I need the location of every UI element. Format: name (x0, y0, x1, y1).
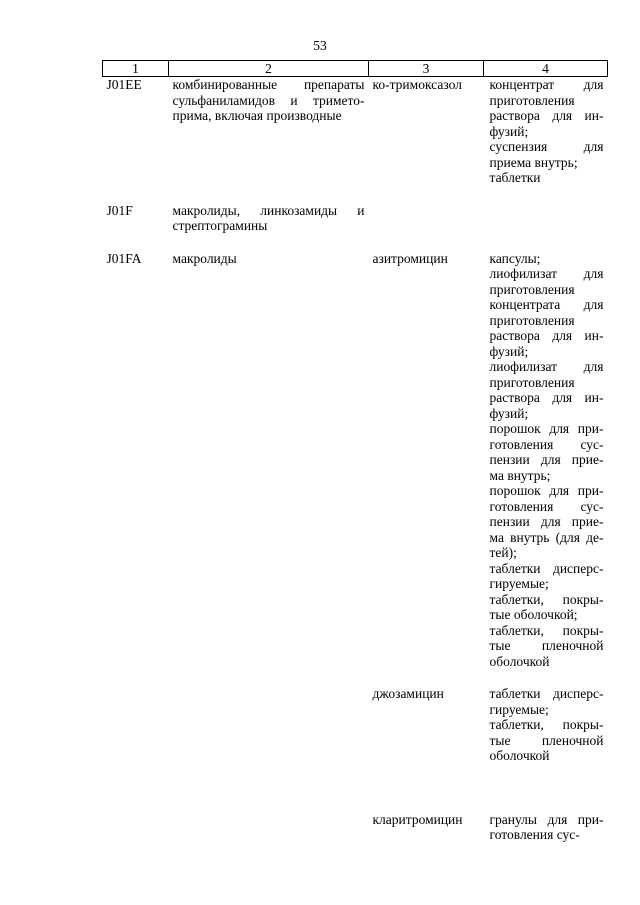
dosage-form-line: ма внутрь (для де- (489, 529, 604, 545)
group-name (169, 77, 369, 186)
dosage-form-line: таблетки дисперс- (489, 560, 604, 576)
dosage-form-line: раствора для ин- (489, 108, 604, 123)
dosage-form-line: раствора для ин- (489, 390, 604, 405)
header-cell: 2 (169, 61, 369, 77)
group-line: макролиды, линкозамиды и (172, 202, 365, 218)
dosage-form-line: фузий; (489, 123, 529, 139)
group-line: макролиды (172, 250, 237, 266)
table-row (103, 77, 608, 186)
drug-name: ко-тримоксазол (372, 77, 462, 92)
dosage-form-line: тые пленочной (489, 732, 604, 748)
dosage-form-line: приготовления (489, 92, 575, 108)
drug-name: азитромицин (372, 250, 448, 266)
dosage-form-line: таблетки дисперс- (489, 686, 604, 701)
dosage-form-line: гируемые; (489, 701, 549, 717)
group-name (169, 186, 369, 234)
dosage-form-line: лиофилизат для (489, 359, 604, 374)
dosage-form-line: капсулы; (489, 250, 541, 266)
header-cell: 3 (369, 61, 484, 77)
dosage-form-line: пензии для прие- (489, 514, 604, 529)
dosage-form-line: приготовления (489, 374, 575, 390)
drug-name: джозамицин (372, 686, 444, 701)
dosage-forms (484, 77, 608, 186)
header-cell: 1 (103, 61, 169, 77)
dosage-form-line: таблетки (489, 170, 541, 185)
table-row (103, 186, 608, 234)
dosage-form-line: готовления сус- (489, 498, 604, 514)
dosage-form-line: оболочкой (489, 653, 550, 669)
table-row (103, 764, 608, 843)
dosage-form-line: фузий; (489, 343, 529, 359)
dosage-form-line: лиофилизат для (489, 266, 604, 281)
atc-code (103, 669, 169, 764)
dosage-form-line: оболочкой (489, 748, 550, 763)
group-line: прима, включая производные (172, 108, 342, 123)
group-line: комбинированные препараты (172, 77, 365, 92)
atc-code: J01FA (106, 250, 142, 266)
dosage-form-line: порошок для при- (489, 421, 604, 436)
header-cell: 4 (484, 61, 608, 77)
dosage-form-line: готовления сус- (489, 436, 604, 452)
dosage-form-line: приема внутрь; (489, 154, 578, 170)
atc-code (103, 764, 169, 843)
atc-code: J01EE (106, 77, 142, 92)
drug-name (369, 186, 484, 234)
dosage-form-line: приготовления (489, 312, 575, 328)
dosage-forms (484, 186, 608, 234)
dosage-form-line: раствора для ин- (489, 328, 604, 343)
dosage-form-line: порошок для при- (489, 483, 604, 498)
dosage-form-line: ма внутрь; (489, 467, 551, 483)
group-name (169, 764, 369, 843)
group-line: стрептограмины (172, 218, 268, 233)
dosage-form-line: фузий; (489, 405, 529, 421)
dosage-form-line: таблетки, покры- (489, 622, 604, 638)
drug-table (102, 60, 608, 843)
page-number: 53 (313, 38, 327, 53)
dosage-forms (484, 764, 608, 843)
group-line: сульфаниламидов и тримето- (172, 92, 365, 108)
dosage-form-line: пензии для прие- (489, 452, 604, 467)
dosage-form-line: гируемые; (489, 576, 549, 591)
group-name (169, 669, 369, 764)
table-row (103, 669, 608, 764)
dosage-form-line: таблетки, покры- (489, 591, 604, 607)
atc-code: J01F (106, 202, 133, 218)
dosage-form-line: тые оболочкой; (489, 607, 578, 622)
dosage-form-line: тые пленочной (489, 638, 604, 653)
dosage-form-line: концентрат для (489, 77, 604, 92)
dosage-form-line: суспензия для (489, 139, 604, 154)
group-name (169, 234, 369, 670)
dosage-form-line: приготовления (489, 281, 575, 297)
table-row (103, 234, 608, 670)
dosage-form-line: тей); (489, 545, 517, 560)
dosage-form-line: готовления сус- (489, 827, 580, 842)
drug-name: кларитромицин (372, 811, 463, 827)
dosage-forms (484, 669, 608, 764)
dosage-form-line: таблетки, покры- (489, 717, 604, 732)
dosage-forms (484, 234, 608, 670)
dosage-form-line: концентрата для (489, 297, 604, 312)
dosage-form-line: гранулы для при- (489, 811, 604, 827)
header-row (103, 61, 608, 77)
